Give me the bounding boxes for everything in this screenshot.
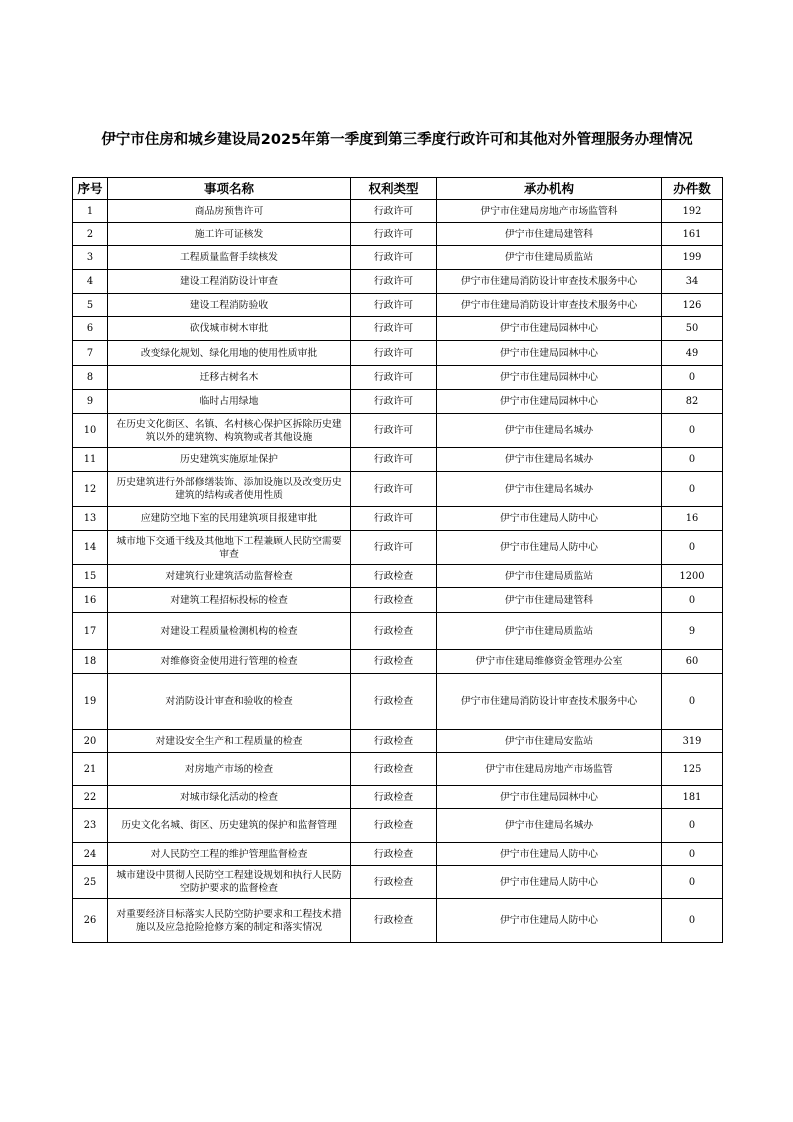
page-title: 伊宁市住房和城乡建设局2025年第一季度到第三季度行政许可和其他对外管理服务办理情况 xyxy=(101,132,693,148)
cell-count: 1200 xyxy=(662,565,723,588)
cell-org: 伊宁市住建局园林中心 xyxy=(437,317,662,341)
cell-name: 对建筑行业建筑活动监督检查 xyxy=(108,565,351,588)
cell-count: 192 xyxy=(662,200,723,223)
cell-org: 伊宁市住建局人防中心 xyxy=(437,899,662,943)
cell-type: 行政许可 xyxy=(351,294,437,317)
cell-seq: 6 xyxy=(73,317,108,341)
cell-type: 行政检查 xyxy=(351,843,437,866)
header-seq: 序号 xyxy=(73,178,108,200)
cell-name: 历史建筑实施原址保护 xyxy=(108,448,351,472)
table-row xyxy=(73,414,723,448)
cell-type: 行政检查 xyxy=(351,753,437,786)
cell-count: 50 xyxy=(662,317,723,341)
cell-org: 伊宁市住建局名城办 xyxy=(437,472,662,507)
cell-count: 9 xyxy=(662,613,723,650)
cell-org: 伊宁市住建局建管科 xyxy=(437,588,662,613)
table-row xyxy=(73,390,723,414)
cell-count: 49 xyxy=(662,341,723,366)
table-row xyxy=(73,866,723,899)
table-row xyxy=(73,674,723,730)
cell-name: 对建筑工程招标投标的检查 xyxy=(108,588,351,613)
cell-type: 行政检查 xyxy=(351,613,437,650)
cell-count: 0 xyxy=(662,588,723,613)
cell-name: 对消防设计审查和验收的检查 xyxy=(108,674,351,730)
cell-name: 施工许可证核发 xyxy=(108,223,351,246)
cell-type: 行政许可 xyxy=(351,472,437,507)
cell-count: 0 xyxy=(662,531,723,565)
table-row xyxy=(73,366,723,390)
cell-type: 行政检查 xyxy=(351,588,437,613)
table-row xyxy=(73,294,723,317)
cell-org: 伊宁市住建局园林中心 xyxy=(437,390,662,414)
cell-type: 行政检查 xyxy=(351,809,437,843)
cell-count: 319 xyxy=(662,730,723,753)
cell-count: 0 xyxy=(662,472,723,507)
cell-org: 伊宁市住建局人防中心 xyxy=(437,866,662,899)
cell-seq: 19 xyxy=(73,674,108,730)
cell-org: 伊宁市住建局人防中心 xyxy=(437,507,662,531)
cell-count: 16 xyxy=(662,507,723,531)
cell-count: 161 xyxy=(662,223,723,246)
cell-seq: 25 xyxy=(73,866,108,899)
cell-name: 建设工程消防设计审查 xyxy=(108,270,351,294)
cell-seq: 9 xyxy=(73,390,108,414)
table-row xyxy=(73,270,723,294)
cell-type: 行政许可 xyxy=(351,448,437,472)
cell-org: 伊宁市住建局建管科 xyxy=(437,223,662,246)
cell-count: 0 xyxy=(662,448,723,472)
cell-seq: 23 xyxy=(73,809,108,843)
table-row xyxy=(73,730,723,753)
cell-org: 伊宁市住建局消防设计审查技术服务中心 xyxy=(437,270,662,294)
cell-type: 行政许可 xyxy=(351,531,437,565)
cell-name: 工程质量监督手续核发 xyxy=(108,246,351,270)
cell-name: 砍伐城市树木审批 xyxy=(108,317,351,341)
cell-seq: 21 xyxy=(73,753,108,786)
cell-seq: 5 xyxy=(73,294,108,317)
table-row xyxy=(73,650,723,674)
cell-name: 对维修资金使用进行管理的检查 xyxy=(108,650,351,674)
cell-name: 对重要经济目标落实人民防空防护要求和工程技术措施以及应急抢险抢修方案的制定和落实情况 xyxy=(108,899,351,943)
cell-org: 伊宁市住建局消防设计审查技术服务中心 xyxy=(437,674,662,730)
cell-type: 行政许可 xyxy=(351,270,437,294)
table-row xyxy=(73,317,723,341)
cell-name: 对房地产市场的检查 xyxy=(108,753,351,786)
table-row xyxy=(73,507,723,531)
cell-name: 城市地下交通干线及其他地下工程兼顾人民防空需要审查 xyxy=(108,531,351,565)
cell-name: 临时占用绿地 xyxy=(108,390,351,414)
cell-name: 建设工程消防验收 xyxy=(108,294,351,317)
cell-org: 伊宁市住建局维修资金管理办公室 xyxy=(437,650,662,674)
cell-org: 伊宁市住建局园林中心 xyxy=(437,341,662,366)
cell-seq: 8 xyxy=(73,366,108,390)
cell-count: 0 xyxy=(662,843,723,866)
table-row xyxy=(73,613,723,650)
cell-seq: 4 xyxy=(73,270,108,294)
cell-type: 行政检查 xyxy=(351,674,437,730)
cell-name: 历史文化名城、街区、历史建筑的保护和监督管理 xyxy=(108,809,351,843)
cell-type: 行政检查 xyxy=(351,866,437,899)
cell-org: 伊宁市住建局房地产市场监管科 xyxy=(437,200,662,223)
table-header-row xyxy=(73,178,723,200)
table-row xyxy=(73,246,723,270)
cell-seq: 18 xyxy=(73,650,108,674)
cell-org: 伊宁市住建局质监站 xyxy=(437,565,662,588)
cell-count: 0 xyxy=(662,414,723,448)
cell-seq: 2 xyxy=(73,223,108,246)
table-row xyxy=(73,753,723,786)
cell-name: 商品房预售许可 xyxy=(108,200,351,223)
cell-name: 在历史文化街区、名镇、名村核心保护区拆除历史建筑以外的建筑物、构筑物或者其他设施 xyxy=(108,414,351,448)
cell-count: 199 xyxy=(662,246,723,270)
cell-type: 行政许可 xyxy=(351,507,437,531)
table-row xyxy=(73,809,723,843)
cell-org: 伊宁市住建局名城办 xyxy=(437,448,662,472)
cell-name: 对建设工程质量检测机构的检查 xyxy=(108,613,351,650)
cell-org: 伊宁市住建局人防中心 xyxy=(437,531,662,565)
cell-type: 行政许可 xyxy=(351,366,437,390)
cell-name: 迁移古树名木 xyxy=(108,366,351,390)
cell-org: 伊宁市住建局名城办 xyxy=(437,414,662,448)
cell-seq: 22 xyxy=(73,786,108,809)
cell-name: 城市建设中贯彻人民防空工程建设规划和执行人民防空防护要求的监督检查 xyxy=(108,866,351,899)
cell-seq: 13 xyxy=(73,507,108,531)
header-org: 承办机构 xyxy=(437,178,662,200)
cell-org: 伊宁市住建局人防中心 xyxy=(437,843,662,866)
cell-org: 伊宁市住建局消防设计审查技术服务中心 xyxy=(437,294,662,317)
cell-name: 历史建筑进行外部修缮装饰、添加设施以及改变历史建筑的结构或者使用性质 xyxy=(108,472,351,507)
cell-type: 行政检查 xyxy=(351,786,437,809)
cell-type: 行政检查 xyxy=(351,650,437,674)
cell-count: 34 xyxy=(662,270,723,294)
table-row xyxy=(73,843,723,866)
cell-org: 伊宁市住建局房地产市场监管 xyxy=(437,753,662,786)
cell-org: 伊宁市住建局园林中心 xyxy=(437,366,662,390)
cell-org: 伊宁市住建局园林中心 xyxy=(437,786,662,809)
cell-seq: 7 xyxy=(73,341,108,366)
cell-count: 0 xyxy=(662,366,723,390)
cell-count: 0 xyxy=(662,674,723,730)
cell-type: 行政许可 xyxy=(351,246,437,270)
cell-seq: 14 xyxy=(73,531,108,565)
table-row xyxy=(73,531,723,565)
cell-seq: 10 xyxy=(73,414,108,448)
cell-type: 行政许可 xyxy=(351,223,437,246)
cell-seq: 20 xyxy=(73,730,108,753)
cell-count: 0 xyxy=(662,899,723,943)
cell-type: 行政许可 xyxy=(351,414,437,448)
cell-name: 改变绿化规划、绿化用地的使用性质审批 xyxy=(108,341,351,366)
table-row xyxy=(73,448,723,472)
cell-count: 125 xyxy=(662,753,723,786)
table-row xyxy=(73,786,723,809)
services-table xyxy=(72,177,723,943)
table-row xyxy=(73,899,723,943)
cell-count: 0 xyxy=(662,809,723,843)
table-row xyxy=(73,565,723,588)
cell-seq: 3 xyxy=(73,246,108,270)
cell-count: 181 xyxy=(662,786,723,809)
cell-org: 伊宁市住建局安监站 xyxy=(437,730,662,753)
cell-count: 60 xyxy=(662,650,723,674)
table-body xyxy=(73,200,723,943)
cell-name: 对人民防空工程的维护管理监督检查 xyxy=(108,843,351,866)
cell-seq: 1 xyxy=(73,200,108,223)
header-name: 事项名称 xyxy=(108,178,351,200)
cell-name: 对建设安全生产和工程质量的检查 xyxy=(108,730,351,753)
cell-org: 伊宁市住建局质监站 xyxy=(437,246,662,270)
cell-seq: 15 xyxy=(73,565,108,588)
cell-seq: 26 xyxy=(73,899,108,943)
table-row xyxy=(73,200,723,223)
cell-type: 行政许可 xyxy=(351,200,437,223)
cell-type: 行政许可 xyxy=(351,341,437,366)
cell-type: 行政许可 xyxy=(351,317,437,341)
cell-count: 0 xyxy=(662,866,723,899)
cell-count: 82 xyxy=(662,390,723,414)
cell-name: 应建防空地下室的民用建筑项目报建审批 xyxy=(108,507,351,531)
table-row xyxy=(73,341,723,366)
cell-org: 伊宁市住建局质监站 xyxy=(437,613,662,650)
cell-seq: 11 xyxy=(73,448,108,472)
cell-seq: 24 xyxy=(73,843,108,866)
table-row xyxy=(73,472,723,507)
header-type: 权利类型 xyxy=(351,178,437,200)
cell-type: 行政许可 xyxy=(351,390,437,414)
cell-type: 行政检查 xyxy=(351,565,437,588)
table-row xyxy=(73,588,723,613)
cell-name: 对城市绿化活动的检查 xyxy=(108,786,351,809)
header-count: 办件数 xyxy=(662,178,723,200)
cell-type: 行政检查 xyxy=(351,899,437,943)
table-row xyxy=(73,223,723,246)
cell-org: 伊宁市住建局名城办 xyxy=(437,809,662,843)
cell-count: 126 xyxy=(662,294,723,317)
cell-type: 行政检查 xyxy=(351,730,437,753)
cell-seq: 16 xyxy=(73,588,108,613)
cell-seq: 17 xyxy=(73,613,108,650)
cell-seq: 12 xyxy=(73,472,108,507)
